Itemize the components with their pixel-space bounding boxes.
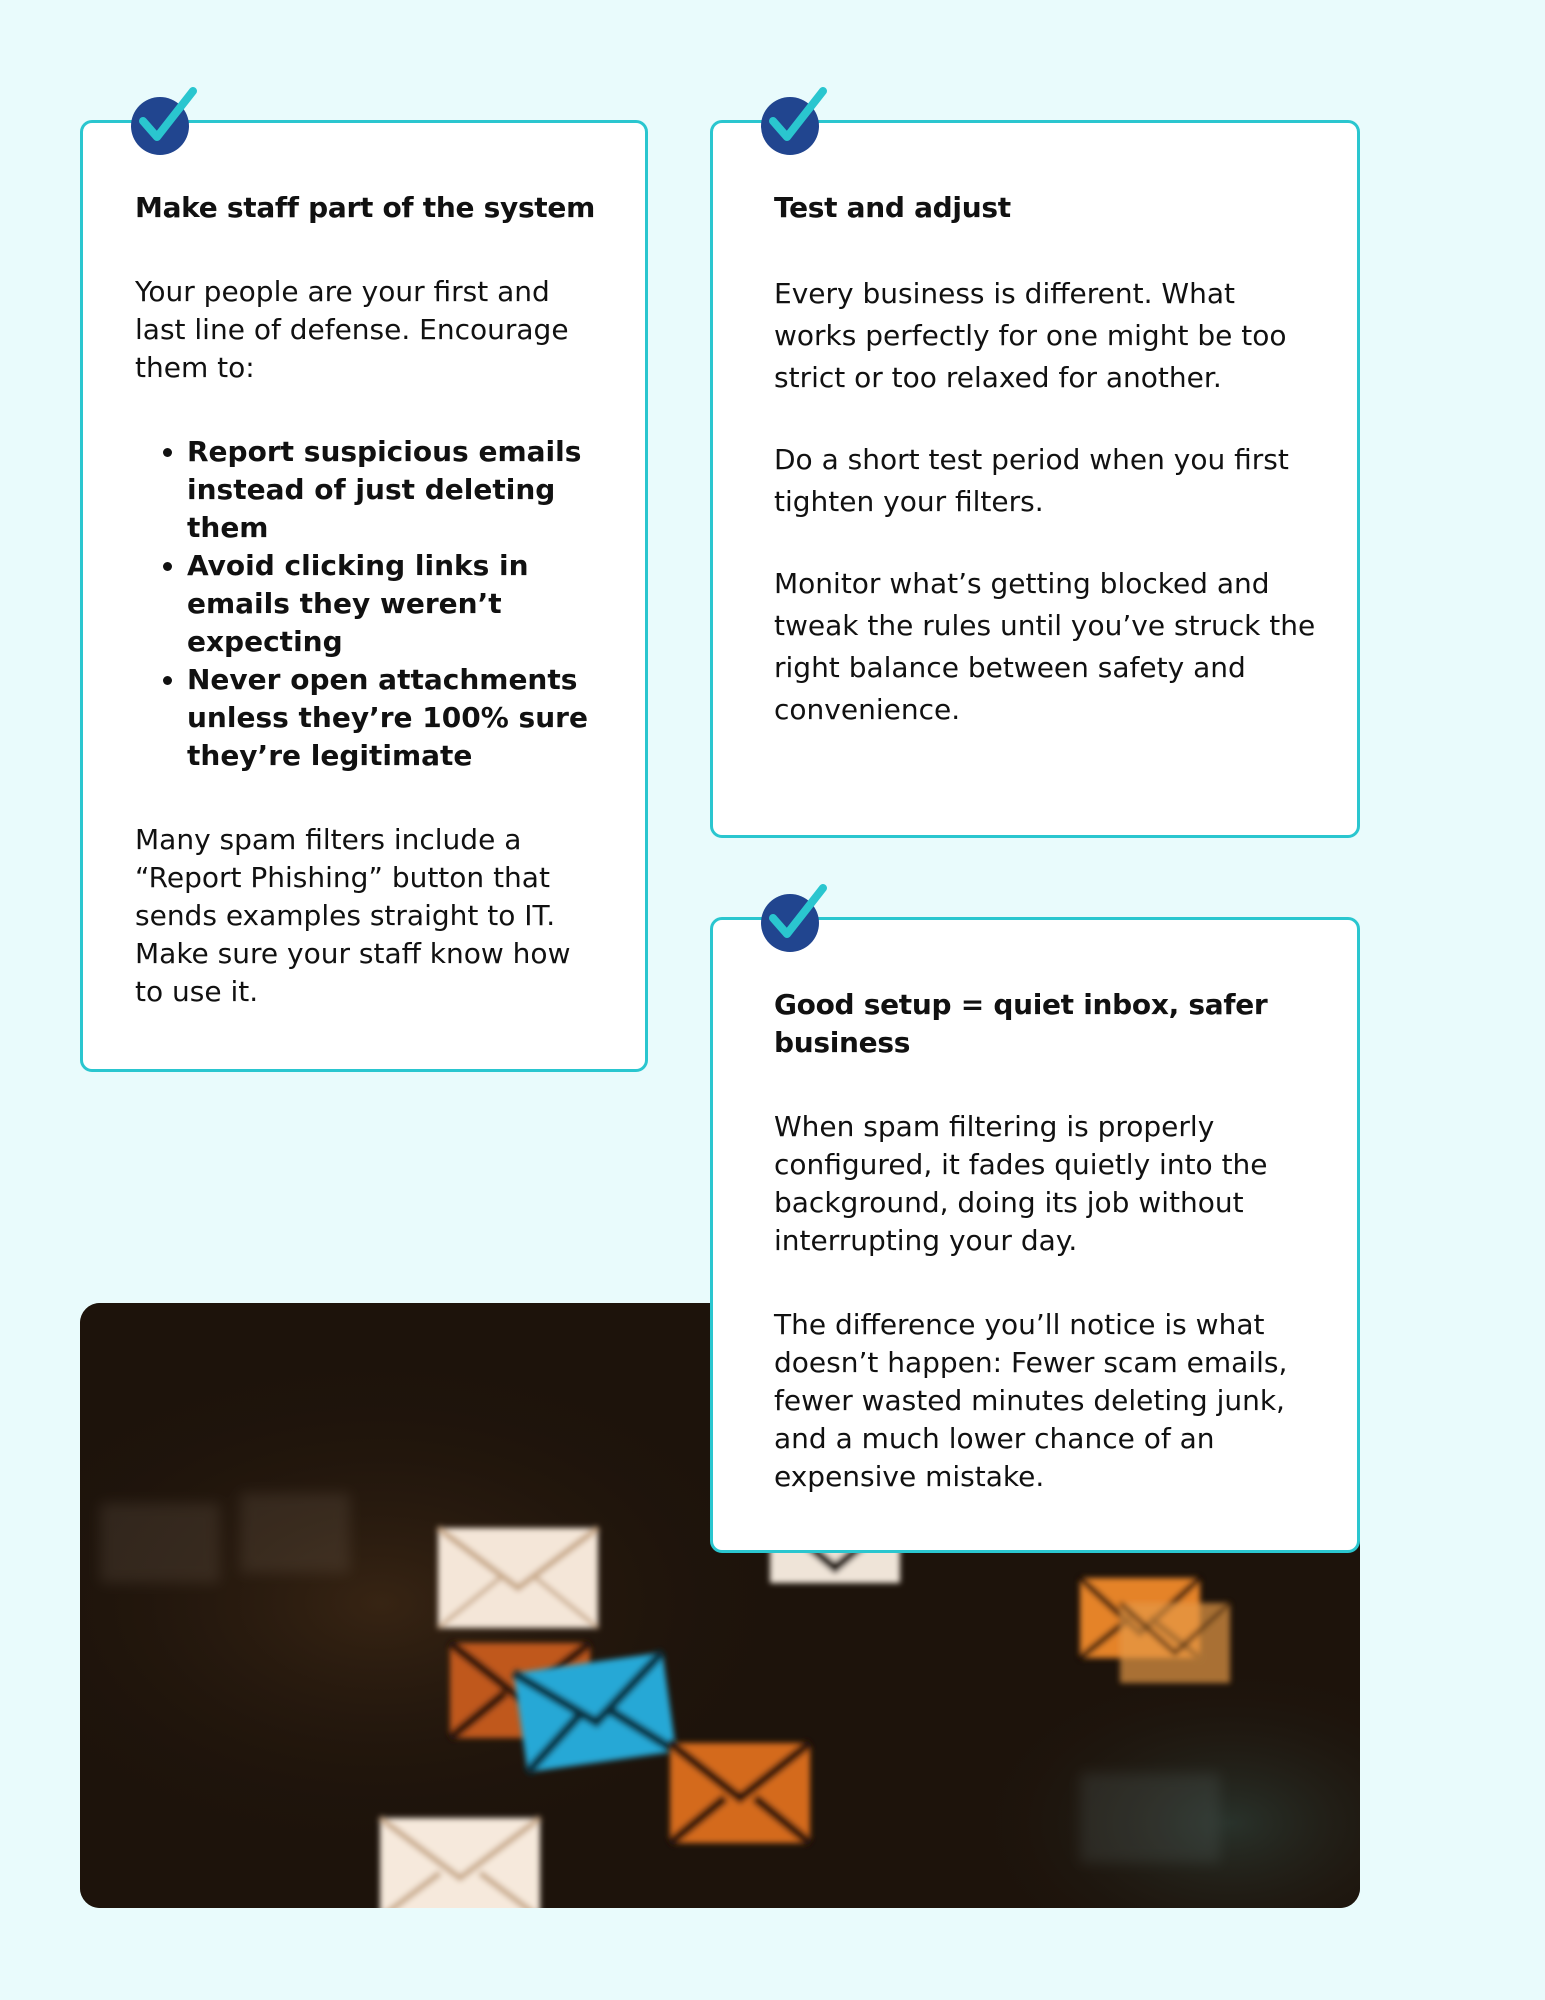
setup-card	[710, 917, 1360, 1553]
list-item: • Report suspicious emails instead of just deleting them	[187, 433, 605, 547]
list-item: • Avoid clicking links in emails they weren’t expecting	[187, 547, 605, 661]
staff-card-outro: Many spam filters include a “Report Phishing” button that sends examples straight to IT. Make sure your staff know how to use it.	[135, 823, 571, 1008]
test-card-paragraph: Every business is different. What works perfectly for one might be too strict or too relaxed for another.	[774, 277, 1287, 394]
setup-card-title: Good setup = quiet inbox, safer business	[774, 988, 1268, 1059]
staff-card-bullet-list	[135, 433, 605, 775]
list-item: • Never open attachments unless they’re 100% sure they’re legitimate	[187, 661, 605, 775]
setup-card-paragraph: The difference you’ll notice is what doesn’t happen: Fewer scam emails, fewer wasted minutes deleting junk, and a much lower chance of an expensive mistake.	[774, 1308, 1288, 1493]
staff-card-intro: Your people are your first and last line of defense. Encourage them to:	[135, 275, 569, 384]
setup-card-paragraph: When spam filtering is properly configured, it fades quietly into the background, doing its job without interrupting your day.	[774, 1110, 1268, 1257]
staff-card	[80, 120, 648, 1072]
test-card	[710, 120, 1360, 838]
test-card-paragraph: Monitor what’s getting blocked and tweak the rules until you’ve struck the right balance between safety and convenience.	[774, 567, 1316, 726]
check-circle-icon	[761, 97, 819, 155]
test-card-title: Test and adjust	[774, 191, 1011, 224]
test-card-paragraph: Do a short test period when you first tighten your filters.	[774, 443, 1289, 518]
staff-card-title: Make staff part of the system	[135, 191, 595, 224]
check-circle-icon	[761, 894, 819, 952]
check-circle-icon	[131, 97, 189, 155]
